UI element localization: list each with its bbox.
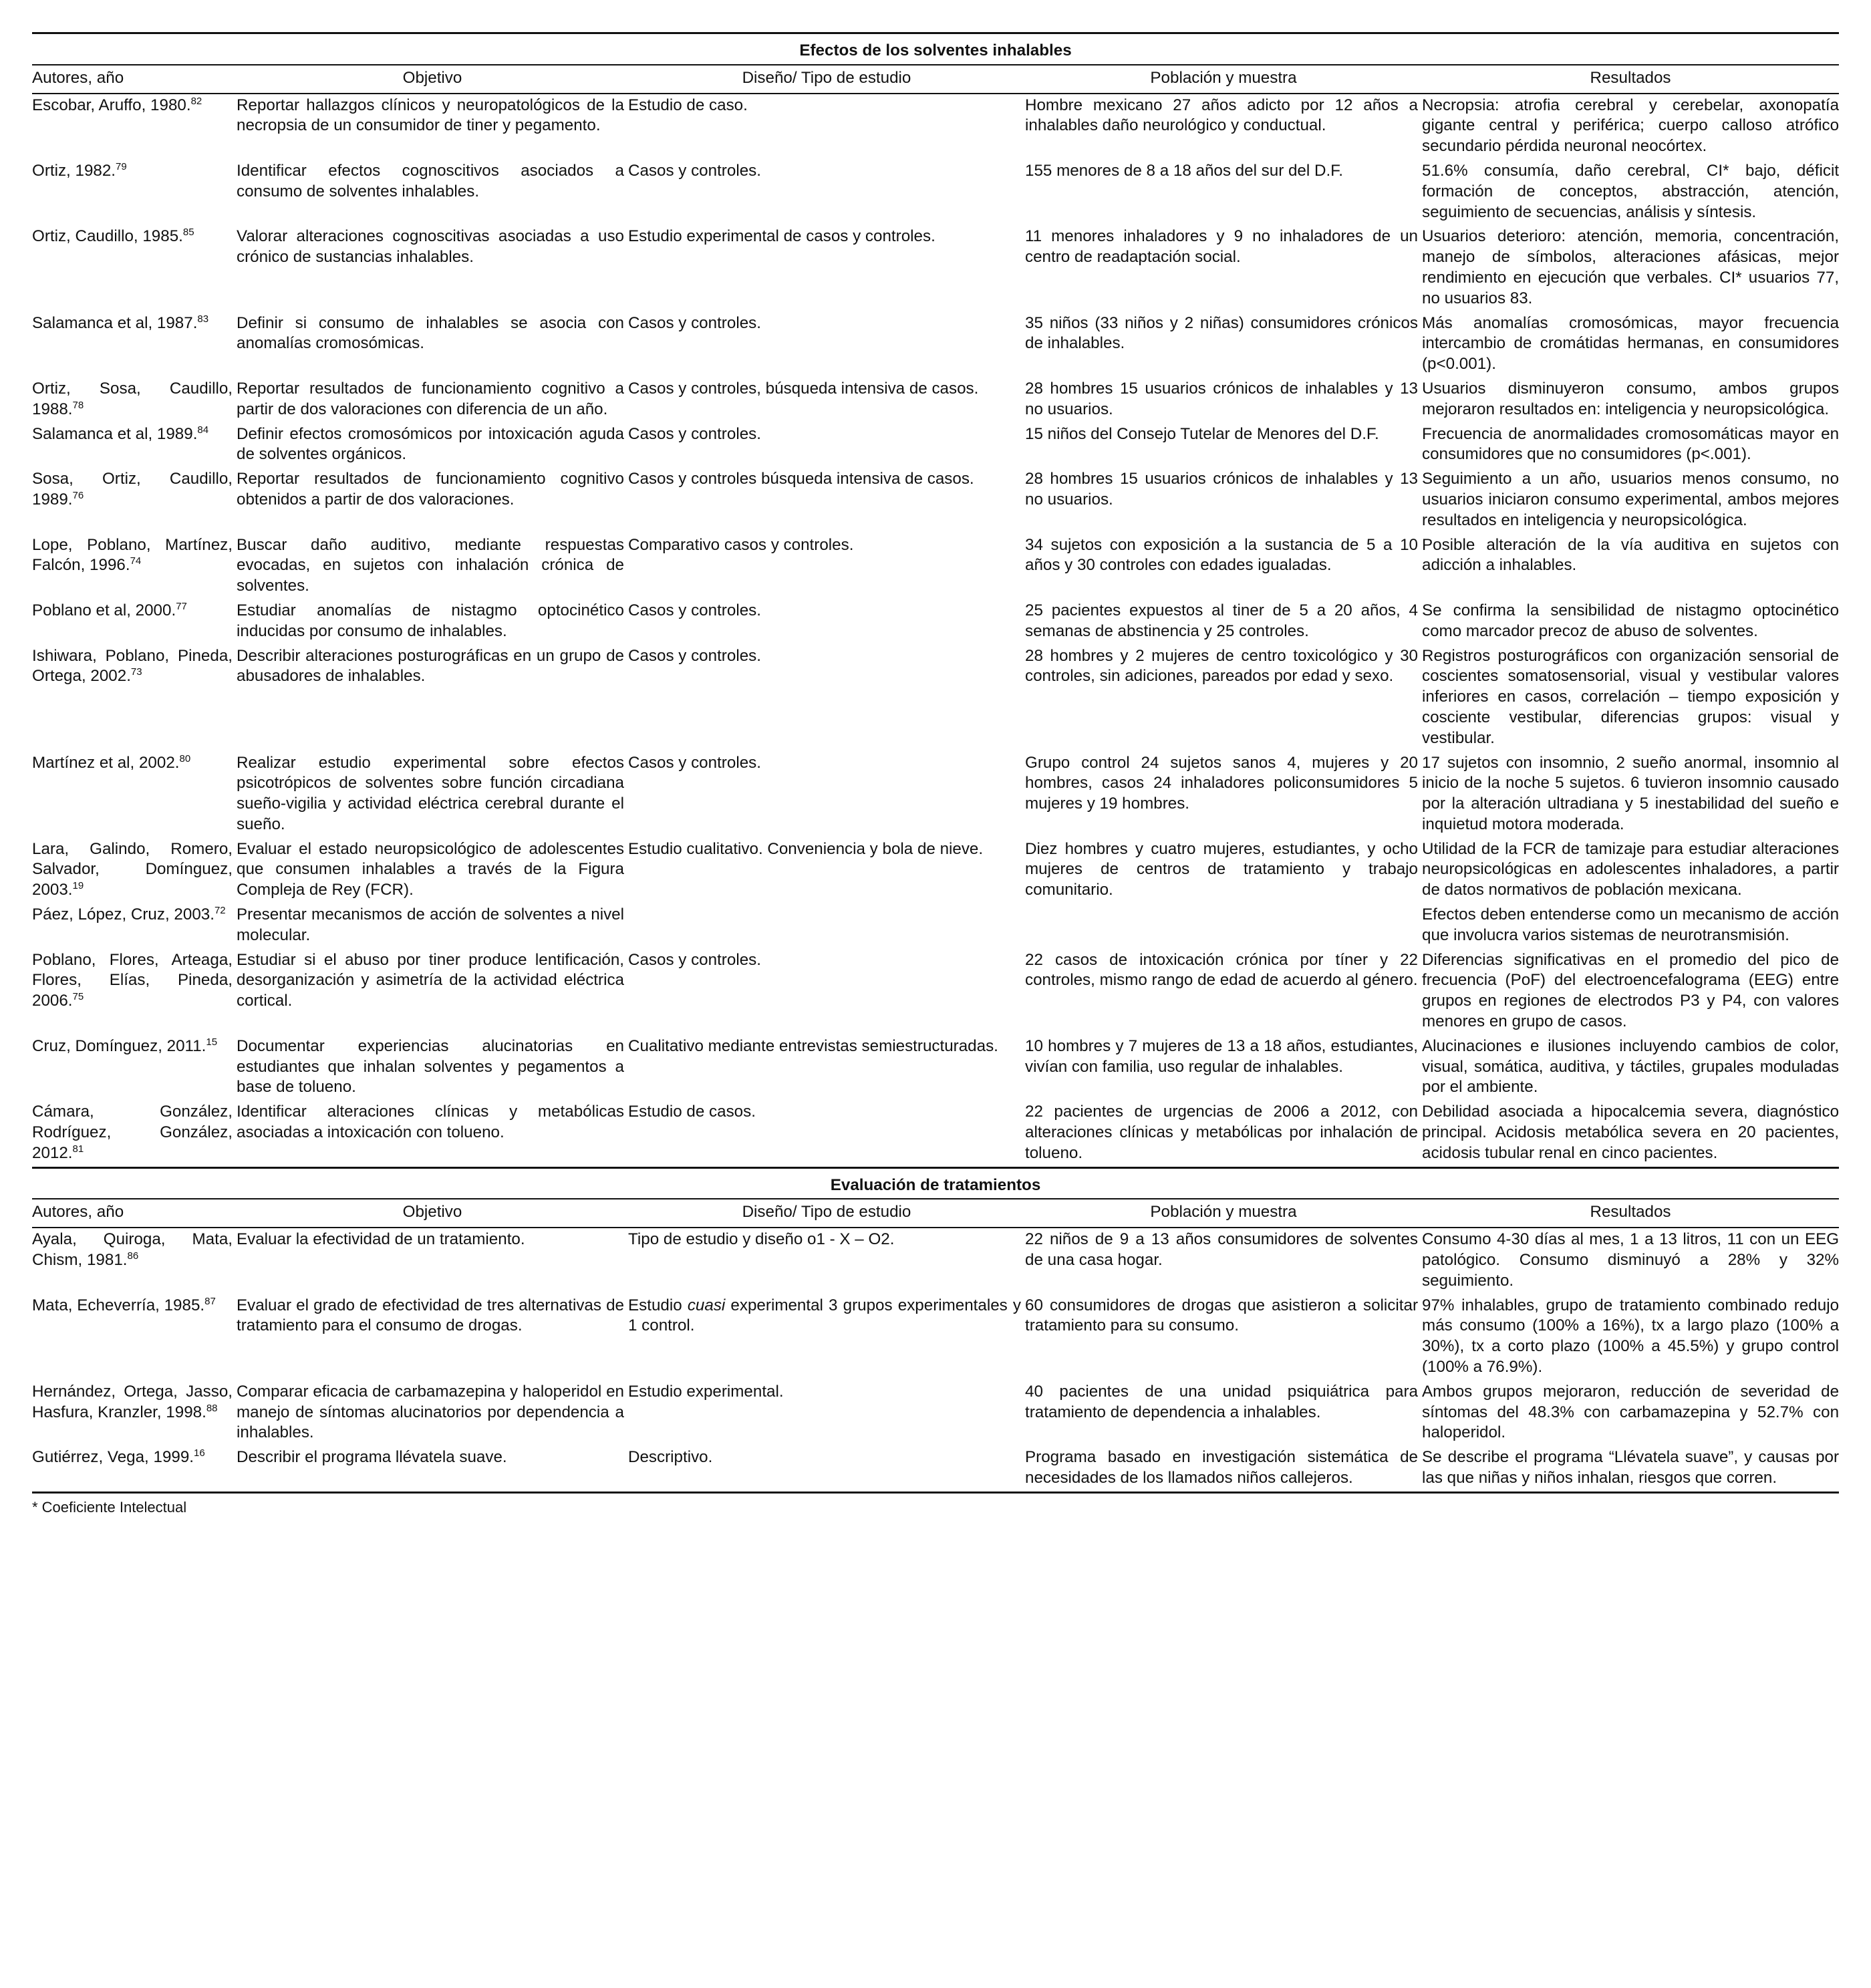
cell-design: Estudio experimental.: [628, 1382, 784, 1401]
cell-authors: [32, 752, 237, 838]
cell-objective: Estudiar si el abuso por tiner produce lentificación, desorganización y asimetría de la actividad eléctrica cortical.: [237, 950, 624, 1010]
table-row: [32, 903, 1839, 949]
table-row: [32, 645, 1839, 752]
cell-objective: Evaluar el grado de efectividad de tres alternativas de tratamiento para el consumo de drogas.: [237, 1296, 624, 1335]
cell-results: Debilidad asociada a hipocalcemia severa, diagnóstico principal. Acidosis metabólica severa en 20 pacientes, acidosis tubular renal en cinco pacientes.: [1422, 1101, 1839, 1167]
author-text: Ortiz, Sosa, Caudillo, 1988.: [32, 379, 233, 418]
cell-results: Se confirma la sensibilidad de nistagmo optocinético como marcador precoz de abuso de solventes.: [1422, 601, 1840, 640]
cell-results: Utilidad de la FCR de tamizaje para estudiar alteraciones neuropsicológicas en adolescentes inhaladores, a partir de datos normativos de población mexicana.: [1422, 839, 1840, 899]
cell-objective: Valorar alteraciones cognoscitivas asociadas a uso crónico de sustancias inhalables.: [237, 227, 624, 267]
cell-population: 10 hombres y 7 mujeres de 13 a 18 años, estudiantes, vivían con familia, uso regular de inhalables.: [1025, 1036, 1418, 1076]
table-row: [32, 1035, 1839, 1101]
cell-authors: [32, 378, 237, 423]
cell-population: 28 hombres 15 usuarios crónicos de inhalables y 13 no usuarios.: [1025, 379, 1418, 418]
section-treatments: [32, 1167, 1839, 1228]
cell-design: Casos y controles.: [628, 950, 761, 969]
cell-design: Estudio cualitativo. Conveniencia y bola de nieve.: [628, 839, 984, 858]
cell-results: Ambos grupos mejoraron, reducción de severidad de síntomas del 48.3% con carbamazepina y 52.7% con haloperidol.: [1422, 1382, 1840, 1442]
reference-number: 19: [72, 880, 84, 892]
cell-results: Necropsia: atrofia cerebral y cerebelar, axonopatía gigante central y periférica; cuerpo calloso atrófico secundario pérdida neuronal neocórtex.: [1422, 96, 1840, 156]
table-row: [32, 312, 1839, 378]
table-row: [32, 1381, 1839, 1446]
reference-number: 73: [130, 666, 142, 678]
cell-results: Diferencias significativas en el promedio del pico de frecuencia (PoF) del electroencefalograma (EEG) entre grupos en regiones de electrodos P3 y P4, con valores menores en grupo de casos.: [1422, 950, 1840, 1031]
cell-authors: [32, 599, 237, 645]
cell-design: Casos y controles, búsqueda intensiva de casos.: [628, 379, 979, 398]
reference-number: 74: [130, 555, 142, 567]
table-row: [32, 378, 1839, 423]
cell-results: Usuarios deterioro: atención, memoria, concentración, manejo de símbolos, alteraciones afásicas, mejor rendimiento en ejecución que verbales. CI* usuarios 77, no usuarios 83.: [1422, 227, 1840, 307]
reference-number: 16: [194, 1447, 205, 1459]
cell-authors: [32, 534, 237, 599]
cell-population: 28 hombres y 2 mujeres de centro toxicológico y 30 controles, sin adiciones, pareados por edad y sexo.: [1025, 646, 1418, 686]
reference-number: 83: [197, 313, 209, 325]
cell-authors: [32, 645, 237, 752]
footnote: * Coeficiente Intelectual: [32, 1498, 187, 1516]
header-design: Diseño/ Tipo de estudio: [628, 65, 1025, 94]
design-emphasis: cuasi: [687, 1296, 726, 1314]
reference-number: 81: [72, 1143, 84, 1155]
cell-design: Casos y controles búsqueda intensiva de casos.: [628, 470, 974, 488]
author-text: Ishiwara, Poblano, Pineda, Ortega, 2002.: [32, 646, 233, 686]
author-text: Cámara, González, Rodríguez, González, 2012.: [32, 1103, 233, 1162]
table-row: [32, 1228, 1839, 1294]
cell-objective: Estudiar anomalías de nistagmo optocinético inducidas por consumo de inhalables.: [237, 601, 624, 640]
cell-authors: [32, 94, 237, 160]
author-text: Poblano, Flores, Arteaga, Flores, Elías, Pineda, 2006.: [32, 950, 233, 1010]
cell-authors: [32, 468, 237, 533]
cell-design: Casos y controles.: [628, 424, 761, 443]
cell-objective: Realizar estudio experimental sobre efectos psicotrópicos de solventes sobre función circadiana sueño-vigilia y actividad eléctrica cerebral durante el sueño.: [237, 753, 624, 833]
cell-design: Estudio de caso.: [628, 96, 748, 114]
table-row: [32, 534, 1839, 599]
header-row: [32, 65, 1839, 94]
table-row: [32, 599, 1839, 645]
cell-objective: Presentar mecanismos de acción de solventes a nivel molecular.: [237, 905, 624, 944]
cell-results: Frecuencia de anormalidades cromosomáticas mayor en consumidores que no consumidores (p<.001).: [1422, 424, 1840, 464]
cell-authors: [32, 160, 237, 225]
author-text: Martínez et al, 2002.: [32, 753, 180, 772]
cell-objective: Reportar resultados de funcionamiento cognitivo obtenidos a partir de dos valoraciones.: [237, 470, 624, 509]
cell-authors: [32, 1381, 237, 1446]
cell-results: 97% inhalables, grupo de tratamiento combinado redujo más consumo (100% a 16%), tx a largo plazo (100% a 30%), tx a corto plazo (100% a 45.5%) y grupo control (100% a 76.9%).: [1422, 1296, 1840, 1377]
section-treatments-rows: [32, 1228, 1839, 1492]
cell-population: 11 menores inhaladores y 9 no inhaladores de un centro de readaptación social.: [1025, 227, 1418, 267]
cell-results: Registros posturográficos con organización sensorial de coscientes somatosensorial, visual y vestibular valores inferiores en casos, correlación – tiempo exposición y cosciente vestibular, diferencias grupos: visual y vestibular.: [1422, 646, 1840, 747]
cell-authors: [32, 225, 237, 311]
cell-design: Casos y controles.: [628, 753, 761, 772]
cell-authors: [32, 903, 237, 949]
cell-results: Consumo 4-30 días al mes, 1 a 13 litros, 11 con un EEG patológico. Consumo disminuyó a 28% y 32% seguimiento.: [1422, 1230, 1840, 1290]
reference-number: 15: [206, 1036, 218, 1048]
cell-results: Alucinaciones e ilusiones incluyendo cambios de color, visual, somática, auditiva, y táctiles, grupales moduladas por el ambiente.: [1422, 1036, 1840, 1097]
cell-results: 51.6% consumía, daño cerebral, CI* bajo, déficit formación de conceptos, abstracción, atención, seguimiento de secuencias, análisis y síntesis.: [1422, 161, 1840, 221]
cell-objective: Comparar eficacia de carbamazepina y haloperidol en manejo de síntomas alucinatorios por dependencia a inhalables.: [237, 1382, 624, 1442]
author-text: Ayala, Quiroga, Mata, Chism, 1981.: [32, 1230, 233, 1270]
section-title-effects: Efectos de los solventes inhalables: [32, 33, 1839, 65]
cell-population: Grupo control 24 sujetos sanos 4, mujeres y 20 hombres, casos 24 inhaladores policonsumidores 5 mujeres y 19 hombres.: [1025, 753, 1418, 813]
reference-number: 75: [72, 991, 84, 1003]
author-text: Sosa, Ortiz, Caudillo, 1989.: [32, 470, 233, 509]
cell-population: Programa basado en investigación sistemática de necesidades de los llamados niños callejeros.: [1025, 1446, 1422, 1492]
table-row: [32, 94, 1839, 160]
studies-table: [32, 32, 1839, 1494]
cell-authors: [32, 1035, 237, 1101]
cell-population: 25 pacientes expuestos al tiner de 5 a 20 años, 4 semanas de abstinencia y 25 controles.: [1025, 601, 1418, 640]
cell-population: 22 pacientes de urgencias de 2006 a 2012, con alteraciones clínicas y metabólicas por inhalación de tolueno.: [1025, 1101, 1422, 1167]
cell-population: 40 pacientes de una unidad psiquiátrica para tratamiento de dependencia a inhalables.: [1025, 1382, 1418, 1421]
cell-design: [628, 1294, 1025, 1381]
cell-design: Descriptivo.: [628, 1446, 1025, 1492]
cell-objective: Buscar daño auditivo, mediante respuestas evocadas, en sujetos con inhalación crónica de solventes.: [237, 535, 624, 595]
table-row: [32, 838, 1839, 903]
cell-results: Usuarios disminuyeron consumo, ambos grupos mejoraron resultados en: inteligencia y neuropsicológica.: [1422, 379, 1840, 418]
cell-objective: Describir alteraciones posturográficas en un grupo de abusadores de inhalables.: [237, 646, 624, 686]
cell-design: Casos y controles.: [628, 313, 761, 332]
header-objective: Objetivo: [237, 65, 628, 94]
cell-population: 155 menores de 8 a 18 años del sur del D.F.: [1025, 161, 1343, 180]
cell-objective: Reportar resultados de funcionamiento cognitivo a partir de dos valoraciones con diferencia de un año.: [237, 379, 624, 418]
cell-objective: Evaluar el estado neuropsicológico de adolescentes que consumen inhalables a través de la Figura Compleja de Rey (FCR).: [237, 839, 624, 899]
cell-objective: Reportar hallazgos clínicos y neuropatológicos de la necropsia de un consumidor de tiner y pegamento.: [237, 96, 624, 135]
cell-population: 22 casos de intoxicación crónica por tíner y 22 controles, mismo rango de edad de acuerdo al género.: [1025, 950, 1418, 990]
cell-authors: [32, 1228, 237, 1294]
cell-population: 35 niños (33 niños y 2 niñas) consumidores crónicos de inhalables.: [1025, 313, 1418, 353]
cell-population: Hombre mexicano 27 años adicto por 12 años a inhalables daño neurológico y conductual.: [1025, 96, 1418, 135]
cell-objective: Identificar alteraciones clínicas y metabólicas asociadas a intoxicación con tolueno.: [237, 1101, 628, 1167]
table-row: [32, 1294, 1839, 1381]
table-row: [32, 225, 1839, 311]
author-text: Mata, Echeverría, 1985.: [32, 1296, 205, 1314]
cell-population: Diez hombres y cuatro mujeres, estudiantes, y ocho mujeres de centros de tratamiento y trabajo comunitario.: [1025, 839, 1418, 899]
cell-design: Cualitativo mediante entrevistas semiestructuradas.: [628, 1036, 998, 1055]
author-text: Salamanca et al, 1989.: [32, 424, 198, 443]
author-text: Salamanca et al, 1987.: [32, 313, 198, 332]
cell-authors: [32, 1446, 237, 1492]
table-row: [32, 1446, 1839, 1492]
table-row: [32, 423, 1839, 468]
design-text: experimental 3 grupos experimentales y 1 control.: [628, 1296, 1021, 1335]
table-row: [32, 949, 1839, 1035]
author-text: Lara, Galindo, Romero, Salvador, Domínguez, 2003.: [32, 839, 233, 899]
cell-results: Más anomalías cromosómicas, mayor frecuencia intercambio de cromátidas hermanas, en consumidores (p<0.001).: [1422, 313, 1840, 374]
table-row: [32, 468, 1839, 533]
cell-objective: Definir efectos cromosómicos por intoxicación aguda de solventes orgánicos.: [237, 424, 624, 464]
author-text: Escobar, Aruffo, 1980.: [32, 96, 191, 114]
section-effects-rows: [32, 94, 1839, 1168]
reference-number: 84: [197, 424, 209, 436]
cell-objective: Identificar efectos cognoscitivos asociados a consumo de solventes inhalables.: [237, 161, 624, 200]
reference-number: 86: [127, 1250, 139, 1262]
cell-authors: [32, 949, 237, 1035]
cell-authors: [32, 423, 237, 468]
author-text: Hernández, Ortega, Jasso, Hasfura, Kranzler, 1998.: [32, 1382, 233, 1421]
reference-number: 79: [116, 160, 127, 172]
header-results: Resultados: [1422, 1199, 1839, 1228]
author-text: Poblano et al, 2000.: [32, 601, 176, 619]
reference-number: 77: [176, 600, 187, 612]
author-text: Ortiz, 1982.: [32, 161, 116, 180]
header-authors: Autores, año: [32, 1199, 237, 1228]
cell-results: Se describe el programa “Llévatela suave”, y causas por las que niñas y niños inhalan, riesgos que corren.: [1422, 1446, 1839, 1492]
reference-number: 88: [206, 1402, 218, 1414]
cell-population: 60 consumidores de drogas que asistieron a solicitar tratamiento para su consumo.: [1025, 1296, 1418, 1335]
author-text: Páez, López, Cruz, 2003.: [32, 905, 214, 924]
author-text: Cruz, Domínguez, 2011.: [32, 1036, 206, 1055]
table-row: [32, 752, 1839, 838]
section-effects: [32, 33, 1839, 94]
cell-authors: [32, 838, 237, 903]
cell-population: 34 sujetos con exposición a la sustancia de 5 a 10 años y 30 controles con edades igualadas.: [1025, 535, 1418, 575]
cell-design: Casos y controles.: [628, 601, 761, 619]
header-authors: Autores, año: [32, 65, 237, 94]
cell-design: [628, 903, 1025, 949]
cell-population: 22 niños de 9 a 13 años consumidores de solventes de una casa hogar.: [1025, 1230, 1418, 1270]
design-text: Estudio: [628, 1296, 688, 1314]
cell-design: Comparativo casos y controles.: [628, 535, 854, 554]
cell-population: 28 hombres 15 usuarios crónicos de inhalables y 13 no usuarios.: [1025, 470, 1418, 509]
table-row: [32, 160, 1839, 225]
author-text: Lope, Poblano, Martínez, Falcón, 1996.: [32, 535, 233, 575]
header-objective: Objetivo: [237, 1199, 628, 1228]
cell-design: Casos y controles.: [628, 646, 761, 665]
header-population: Población y muestra: [1025, 1199, 1422, 1228]
cell-objective: Describir el programa llévatela suave.: [237, 1446, 628, 1492]
reference-number: 72: [214, 905, 226, 917]
cell-authors: [32, 312, 237, 378]
cell-objective: Evaluar la efectividad de un tratamiento.: [237, 1230, 525, 1249]
author-text: Ortiz, Caudillo, 1985.: [32, 227, 183, 246]
document: [32, 32, 1839, 1516]
header-row: [32, 1199, 1839, 1228]
cell-population: [1025, 903, 1422, 949]
table-row: [32, 1101, 1839, 1167]
cell-design: Estudio de casos.: [628, 1101, 1025, 1167]
reference-number: 76: [72, 489, 84, 501]
reference-number: 80: [179, 752, 191, 764]
author-text: Gutiérrez, Vega, 1999.: [32, 1448, 194, 1467]
header-design: Diseño/ Tipo de estudio: [628, 1199, 1025, 1228]
cell-objective: Documentar experiencias alucinatorias en estudiantes que inhalan solventes y pegamentos a base de tolueno.: [237, 1036, 624, 1097]
reference-number: 87: [204, 1295, 216, 1307]
cell-design: Casos y controles.: [628, 161, 761, 180]
cell-results: Efectos deben entenderse como un mecanismo de acción que involucra varios sistemas de neurotransmisión.: [1422, 905, 1840, 944]
cell-population: 15 niños del Consejo Tutelar de Menores del D.F.: [1025, 424, 1379, 443]
cell-design: Tipo de estudio y diseño o1 - X – O2.: [628, 1230, 895, 1249]
cell-results: 17 sujetos con insomnio, 2 sueño anormal, insomnio al inicio de la noche 5 sujetos. 6 tuvieron insomnio causado por la alteración ultradiana y 5 inestabilidad del sueño e inquietud motora moderada.: [1422, 753, 1840, 833]
cell-authors: [32, 1101, 237, 1167]
cell-authors: [32, 1294, 237, 1381]
reference-number: 85: [182, 227, 194, 239]
cell-objective: Definir si consumo de inhalables se asocia con anomalías cromosómicas.: [237, 313, 624, 353]
cell-results: Seguimiento a un año, usuarios menos consumo, no usuarios iniciaron consumo experimental, ambos mejores resultados en inteligencia y neuropsicológica.: [1422, 470, 1840, 529]
reference-number: 78: [72, 399, 84, 411]
section-title-treatments: Evaluación de tratamientos: [32, 1167, 1839, 1199]
cell-design: Estudio experimental de casos y controles.: [628, 227, 936, 246]
header-population: Población y muestra: [1025, 65, 1422, 94]
header-results: Resultados: [1422, 65, 1839, 94]
cell-results: Posible alteración de la vía auditiva en sujetos con adicción a inhalables.: [1422, 535, 1840, 575]
reference-number: 82: [190, 95, 202, 107]
